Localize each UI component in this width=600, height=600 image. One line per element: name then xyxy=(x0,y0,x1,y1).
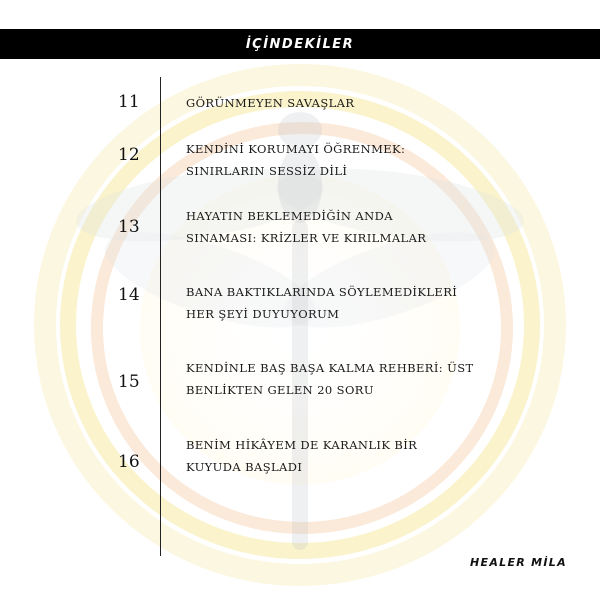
author-signature: HEALER MİLA xyxy=(470,556,567,569)
chapter-title-line: KENDİNİ KORUMAYI ÖĞRENMEK: xyxy=(186,142,406,156)
chapter-title xyxy=(186,281,506,325)
chapter-number: 16 xyxy=(118,452,140,472)
chapter-title-line: KUYUDA BAŞLADI xyxy=(186,460,303,474)
chapter-title-line: GÖRÜNMEYEN SAVAŞLAR xyxy=(186,96,355,110)
chapter-number: 13 xyxy=(118,217,140,237)
chapter-title-line: HAYATIN BEKLEMEDİĞİN ANDA xyxy=(186,209,393,223)
chapter-title-line: BANA BAKTIKLARINDA SÖYLEMEDİKLERİ xyxy=(186,285,458,299)
vertical-divider xyxy=(160,77,161,556)
chapter-title-line: BENLİKTEN GELEN 20 SORU xyxy=(186,383,374,397)
chapter-title xyxy=(186,434,506,478)
table-of-contents-header xyxy=(0,29,600,59)
chapter-title-line: KENDİNLE BAŞ BAŞA KALMA REHBERİ: ÜST xyxy=(186,361,474,375)
chapter-title xyxy=(186,205,506,249)
chapter-title-line: SINIRLARIN SESSİZ DİLİ xyxy=(186,164,348,178)
chapter-title-line: HER ŞEYİ DUYUYORUM xyxy=(186,307,340,321)
chapter-title xyxy=(186,138,506,182)
chapter-title-line: SINAMASI: KRİZLER VE KIRILMALAR xyxy=(186,231,427,245)
chapter-number: 11 xyxy=(118,92,140,112)
page-title: İÇİNDEKİLER xyxy=(245,36,355,52)
chapter-title xyxy=(186,357,506,401)
chapter-number: 15 xyxy=(118,372,140,392)
chapter-title-line: BENİM HİKÂYEM DE KARANLIK BİR xyxy=(186,438,418,452)
chapter-number: 12 xyxy=(118,145,140,165)
chapter-title xyxy=(186,92,506,114)
chapter-number: 14 xyxy=(118,285,140,305)
